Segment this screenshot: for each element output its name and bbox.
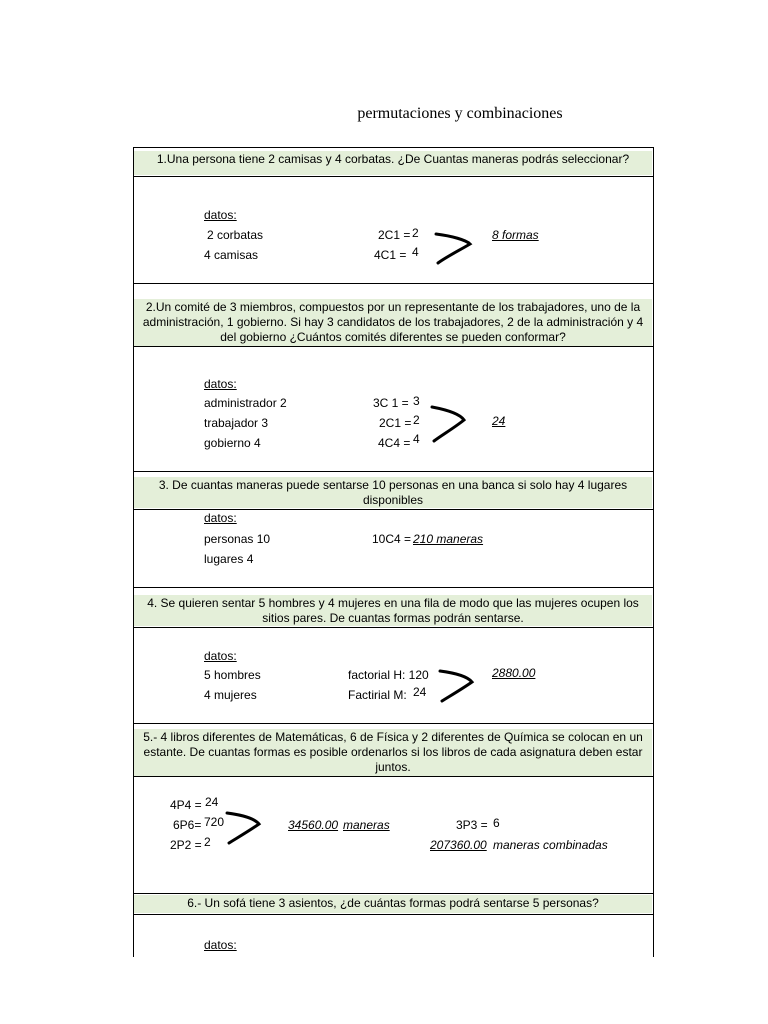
calc-line: 4C4 = bbox=[378, 436, 411, 450]
divider bbox=[133, 776, 653, 777]
datos-label-1: datos: bbox=[204, 208, 237, 222]
datos-label-4: datos: bbox=[204, 649, 237, 663]
bracket-icon bbox=[438, 668, 478, 704]
bracket-icon bbox=[225, 810, 265, 846]
handwritten-value: 6 bbox=[493, 816, 500, 830]
calc-line: 2C1 = bbox=[379, 416, 412, 430]
data-line: gobierno 4 bbox=[204, 436, 261, 450]
divider bbox=[133, 283, 653, 284]
result-5-word: maneras bbox=[343, 818, 390, 832]
calc-line: Factirial M: bbox=[348, 688, 407, 702]
calc-line: 3C 1 = bbox=[373, 396, 409, 410]
page-title: permutaciones y combinaciones bbox=[357, 105, 563, 122]
handwritten-value: 2 bbox=[413, 413, 420, 427]
divider bbox=[133, 723, 653, 724]
handwritten-value: 2 bbox=[412, 226, 419, 240]
data-line: administrador 2 bbox=[204, 396, 287, 410]
result-1: 8 formas bbox=[492, 228, 539, 242]
divider bbox=[133, 627, 653, 628]
data-line: 4 camisas bbox=[204, 248, 259, 262]
handwritten-value: 4 bbox=[412, 245, 419, 259]
data-line: trabajador 3 bbox=[204, 416, 269, 430]
handwritten-value: 4 bbox=[413, 432, 420, 446]
question-4: 4. Se quieren sentar 5 hombres y 4 mujeres en una fila de modo que las mujeres ocupen los sitios pares. De cuantas formas podrán sentarse. bbox=[134, 595, 652, 626]
divider bbox=[133, 914, 653, 915]
question-2: 2.Un comité de 3 miembros, compuestos por un representante de los trabajadores, uno de la administración, 1 gobierno. Si hay 3 candidatos de los trabajadores, 2 de la administración y 4 del gobierno ¿Cuántos comités diferentes se pueden conformar? bbox=[134, 299, 652, 346]
result-5b-number: 207360.00 bbox=[430, 838, 487, 852]
calc-line: 2C1 = bbox=[378, 228, 411, 242]
result-4: 2880.00 bbox=[492, 666, 536, 680]
handwritten-value: 720 bbox=[204, 815, 225, 829]
calc-line: 6P6= bbox=[173, 818, 202, 832]
datos-label-3: datos: bbox=[204, 511, 237, 525]
divider bbox=[133, 471, 653, 472]
result-5-number: 34560.00 bbox=[288, 818, 339, 832]
question-1: 1.Una persona tiene 2 camisas y 4 corbatas. ¿De Cuantas maneras podrás seleccionar? bbox=[134, 151, 652, 175]
divider bbox=[133, 346, 653, 347]
bracket-icon bbox=[434, 230, 474, 266]
result-2: 24 bbox=[492, 414, 506, 428]
data-line: 2 corbatas bbox=[207, 228, 264, 242]
calc-line: 4C1 = bbox=[374, 248, 407, 262]
question-3: 3. De cuantas maneras puede sentarse 10 personas en una banca si solo hay 4 lugares disponibles bbox=[134, 477, 652, 508]
divider bbox=[133, 587, 653, 588]
calc-line: 3P3 = bbox=[456, 818, 488, 832]
datos-label-6: datos: bbox=[204, 938, 237, 952]
data-line: personas 10 bbox=[204, 532, 271, 546]
calc-line: 2P2 = bbox=[170, 838, 202, 852]
handwritten-value: 3 bbox=[413, 394, 420, 408]
divider bbox=[133, 509, 653, 510]
datos-label-2: datos: bbox=[204, 377, 237, 391]
data-line: lugares 4 bbox=[204, 552, 254, 566]
calc-line: 4P4 = bbox=[170, 798, 202, 812]
result-3: 210 maneras bbox=[413, 532, 484, 546]
handwritten-value: 24 bbox=[205, 795, 219, 809]
data-line: 4 mujeres bbox=[204, 688, 257, 702]
question-5: 5.- 4 libros diferentes de Matemáticas, 6 de Física y 2 diferentes de Química se colocan en un estante. De cuantas formas es posible ordenarlos si los libros de cada asignatura deben estar juntos. bbox=[134, 729, 652, 776]
data-line: 5 hombres bbox=[204, 668, 261, 682]
calc-line: 10C4 = bbox=[372, 532, 412, 546]
calc-line: factorial H: 120 bbox=[348, 668, 429, 682]
divider bbox=[133, 893, 653, 894]
question-6: 6.- Un sofá tiene 3 asientos, ¿de cuántas formas podrá sentarse 5 personas? bbox=[134, 895, 652, 913]
divider bbox=[133, 176, 653, 177]
result-5b-word: maneras combinadas bbox=[493, 838, 608, 852]
handwritten-value: 2 bbox=[204, 835, 211, 849]
bracket-icon bbox=[430, 404, 470, 444]
handwritten-value: 24 bbox=[413, 685, 427, 699]
